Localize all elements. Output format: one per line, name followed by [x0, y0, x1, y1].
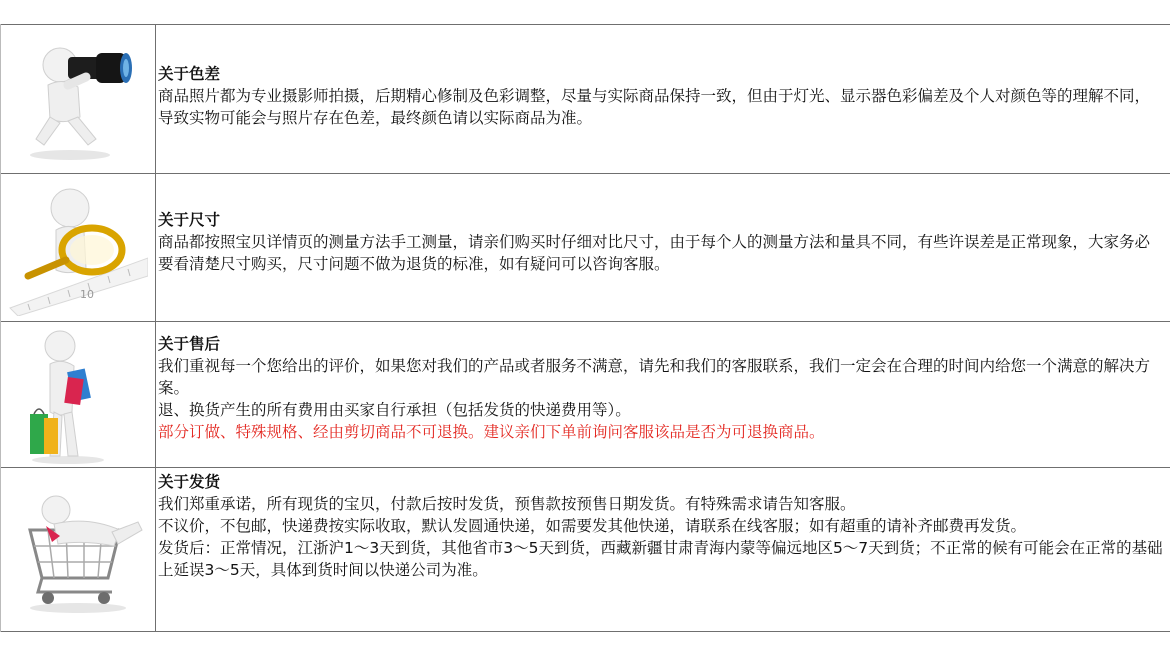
section-body — [158, 333, 1163, 443]
camera-figure-icon — [8, 35, 148, 163]
table-bottom-border — [0, 631, 1170, 632]
section-notice: 部分订做、特殊规格、经由剪切商品不可退换。建议亲们下单前询问客服该品是否为可退换商品。 — [158, 423, 825, 441]
section-paragraph: 我们郑重承诺，所有现货的宝贝，付款后按时发货，预售款按预售日期发货。有特殊需求请告知客服。 — [158, 495, 856, 513]
section-color-difference — [0, 25, 1170, 173]
section-size — [0, 174, 1170, 321]
shopping-cart-figure-icon — [8, 486, 148, 614]
section-after-sales — [0, 322, 1170, 467]
section-title: 关于色差 — [158, 65, 221, 83]
section-paragraph: 商品照片都为专业摄影师拍摄，后期精心修制及色彩调整，尽量与实际商品保持一致，但由于灯光、显示器色彩偏差及个人对颜色等的理解不同，导致实物可能会与照片存在色差，最终颜色请以实际商品为准。 — [158, 87, 1151, 127]
section-paragraph: 发货后：正常情况，江浙沪1～3天到货，其他省市3～5天到货，西藏新疆甘肃青海内蒙等偏远地区5～7天到货；不正常的候有可能会在正常的基础上延误3～5天，具体到货时间以快递公司为准。 — [158, 539, 1163, 579]
section-paragraph: 退、换货产生的所有费用由买家自行承担（包括发货的快递费用等）。 — [158, 401, 631, 419]
section-body — [158, 471, 1163, 581]
section-body — [158, 63, 1163, 129]
shopping-bags-figure-icon — [8, 326, 148, 466]
section-title: 关于售后 — [158, 335, 221, 353]
magnifier-ruler-figure-icon — [8, 180, 148, 316]
section-body — [158, 209, 1163, 275]
section-paragraph: 我们重视每一个您给出的评价，如果您对我们的产品或者服务不满意，请先和我们的客服联系，我们一定会在合理的时间内给您一个满意的解决方案。 — [158, 357, 1151, 397]
svg-text:10: 10 — [80, 288, 94, 301]
section-title: 关于发货 — [158, 473, 221, 491]
section-paragraph: 不议价，不包邮，快递费按实际收取，默认发圆通快递，如需要发其他快递，请联系在线客服；如有超重的请补齐邮费再发货。 — [158, 517, 1027, 535]
section-title: 关于尺寸 — [158, 211, 221, 229]
section-shipping — [0, 468, 1170, 631]
section-paragraph: 商品都按照宝贝详情页的测量方法手工测量，请亲们购买时仔细对比尺寸，由于每个人的测量方法和量具不同，有些许误差是正常现象，大家务必要看清楚尺寸购买，尺寸问题不做为退货的标准，如有疑问可以咨询客服。 — [158, 233, 1151, 273]
